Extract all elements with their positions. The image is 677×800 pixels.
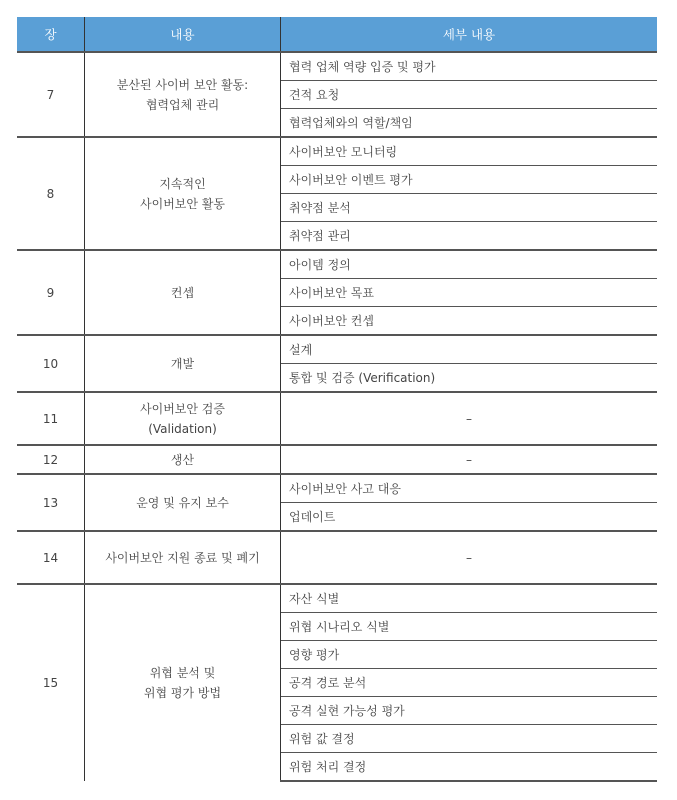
table-row	[17, 392, 657, 445]
content-line: 개발	[170, 356, 195, 371]
detail-cell: –	[281, 531, 658, 584]
table-row	[17, 137, 657, 166]
header-content: 내용	[85, 17, 281, 52]
chapter-number: 10	[17, 335, 85, 392]
content-line: 위협 분석 및	[149, 666, 216, 680]
detail-cell: 사이버보안 모니터링	[281, 137, 658, 166]
chapter-number: 11	[17, 392, 85, 445]
content-line: 지속적인	[159, 176, 206, 191]
content-line: 컨셉	[170, 285, 195, 300]
content-cell	[85, 445, 281, 474]
detail-cell: 사이버보안 컨셉	[281, 307, 658, 336]
content-cell	[85, 52, 281, 137]
content-line: 분산된 사이버 보안 활동:	[116, 77, 249, 92]
content-line: 사이버보안 지원 종료 및 폐기	[105, 550, 260, 565]
header-details: 세부 내용	[281, 17, 658, 52]
detail-cell: 협력업체와의 역할/책임	[281, 109, 658, 138]
table-row	[17, 584, 657, 613]
content-cell	[85, 474, 281, 531]
detail-cell: 위험 처리 결정	[281, 753, 658, 782]
detail-cell: 사이버보안 목표	[281, 279, 658, 307]
content-cell	[85, 392, 281, 445]
chapter-number: 8	[17, 137, 85, 250]
detail-cell: 견적 요청	[281, 81, 658, 109]
detail-cell: 취약점 관리	[281, 222, 658, 251]
detail-cell: 협력 업체 역량 입증 및 평가	[281, 52, 658, 81]
detail-cell: 영향 평가	[281, 641, 658, 669]
table-row	[17, 445, 657, 474]
chapter-number: 14	[17, 531, 85, 584]
content-line: 사이버보안 검증	[140, 401, 225, 416]
chapter-number: 12	[17, 445, 85, 474]
chapter-number: 13	[17, 474, 85, 531]
table-row	[17, 250, 657, 279]
detail-cell: 공격 실현 가능성 평가	[281, 697, 658, 725]
detail-cell: 사이버보안 이벤트 평가	[281, 166, 658, 194]
content-line: 사이버보안 활동	[140, 196, 225, 211]
detail-cell: 업데이트	[281, 503, 658, 532]
content-line: 위협 평가 방법	[143, 686, 222, 700]
detail-cell: 위험 값 결정	[281, 725, 658, 753]
content-cell	[85, 584, 281, 781]
detail-cell: 공격 경로 분석	[281, 669, 658, 697]
content-cell	[85, 137, 281, 250]
detail-cell: 위협 시나리오 식별	[281, 613, 658, 641]
table-row	[17, 335, 657, 364]
content-cell	[85, 335, 281, 392]
detail-cell: 설계	[281, 335, 658, 364]
table-row	[17, 52, 657, 81]
header-chapter: 장	[17, 17, 85, 52]
table-row	[17, 474, 657, 503]
detail-cell: 사이버보안 사고 대응	[281, 474, 658, 503]
content-line: 협력업체 관리	[145, 97, 220, 112]
detail-cell: 취약점 분석	[281, 194, 658, 222]
content-line: (Validation)	[148, 421, 217, 436]
chapter-number: 9	[17, 250, 85, 335]
detail-cell: 아이템 정의	[281, 250, 658, 279]
content-line: 운영 및 유지 보수	[136, 495, 229, 510]
table-row	[17, 531, 657, 584]
content-line: 생산	[170, 452, 195, 467]
lifecycle-table	[17, 17, 657, 782]
chapter-number: 7	[17, 52, 85, 137]
detail-cell: –	[281, 445, 658, 474]
content-cell	[85, 250, 281, 335]
detail-cell: 통합 및 검증 (Verification)	[281, 364, 658, 393]
table-header	[17, 17, 657, 52]
detail-cell: 자산 식별	[281, 584, 658, 613]
content-cell	[85, 531, 281, 584]
chapter-number: 15	[17, 584, 85, 781]
detail-cell: –	[281, 392, 658, 445]
